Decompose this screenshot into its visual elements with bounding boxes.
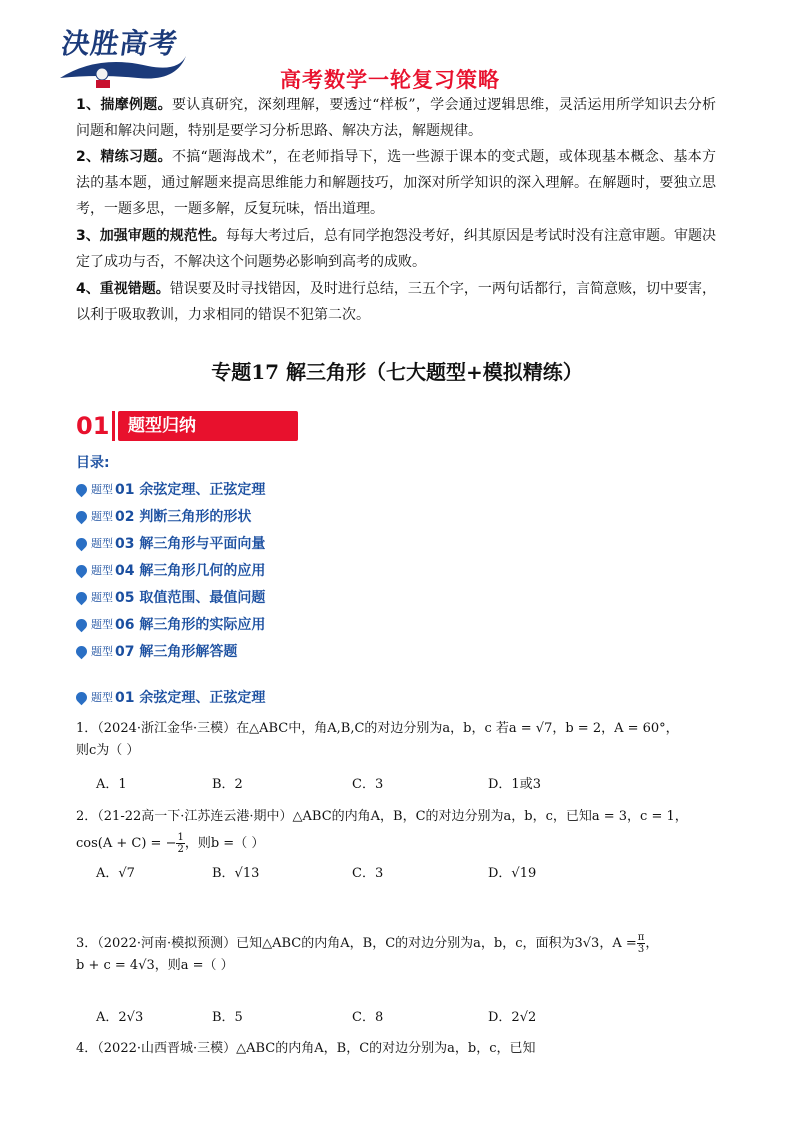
option-a[interactable]: A．√7	[96, 866, 135, 881]
option-d[interactable]: D．1或3	[488, 777, 541, 792]
toc-item[interactable]	[76, 640, 237, 662]
strategy-title: 加强审题的规范性。	[99, 228, 226, 244]
question-text: 则c为（ ）	[76, 743, 140, 758]
logo-swoosh-icon	[58, 48, 188, 92]
fraction-denominator: 3	[637, 944, 645, 955]
option-c[interactable]: C．8	[352, 1010, 384, 1025]
type-tag: 题型	[91, 564, 113, 577]
question-4	[76, 1038, 726, 1060]
question-text: 1．（2024·浙江金华·三模）在△ABC中，角A,B,C的对边分别为a，b，c 若a = √7，b = 2，A = 60°，	[76, 721, 679, 736]
strategy-1	[76, 92, 716, 144]
main-title: 高考数学一轮复习策略	[280, 68, 500, 92]
question-3-options	[96, 1006, 696, 1028]
question-3	[76, 932, 726, 977]
question-text: ，则b =（ ）	[184, 836, 265, 851]
type-tag: 题型	[91, 483, 113, 496]
toc-item-label: 04 解三角形几何的应用	[115, 563, 266, 579]
fraction	[176, 832, 184, 855]
toc-item-label: 02 判断三角形的形状	[115, 509, 252, 525]
toc-item-label: 06 解三角形的实际应用	[115, 617, 266, 633]
strategy-title: 重视错题。	[99, 281, 170, 297]
fraction-denominator: 2	[177, 844, 184, 855]
toc-item[interactable]	[76, 559, 265, 581]
option-a[interactable]: A．2√3	[96, 1010, 144, 1025]
toc-item-label: 01 余弦定理、正弦定理	[115, 482, 266, 498]
type-tag: 题型	[91, 537, 113, 550]
strategy-num: 1、	[76, 97, 101, 113]
question-line-1	[76, 932, 726, 955]
section-label: 题型归纳	[128, 416, 196, 436]
location-pin-icon	[74, 508, 90, 524]
current-type-heading	[76, 686, 265, 708]
option-b[interactable]: B．2	[212, 777, 243, 792]
location-pin-icon	[74, 616, 90, 632]
type-tag: 题型	[91, 691, 113, 704]
toc-item[interactable]	[76, 586, 265, 608]
location-pin-icon	[74, 589, 90, 605]
section-number: 01	[76, 412, 110, 440]
option-a[interactable]: A．1	[96, 777, 127, 792]
option-b[interactable]: B．√13	[212, 866, 260, 881]
toc-item[interactable]	[76, 478, 265, 500]
question-2-options	[96, 862, 696, 884]
option-d[interactable]: D．√19	[488, 866, 537, 881]
toc-item[interactable]	[76, 532, 265, 554]
location-pin-icon	[74, 643, 90, 659]
strategy-2	[76, 144, 716, 222]
type-tag: 题型	[91, 591, 113, 604]
question-1-options	[96, 773, 696, 795]
strategy-title: 精练习题。	[100, 149, 172, 165]
option-b[interactable]: B．5	[212, 1010, 243, 1025]
question-text: ，	[645, 936, 659, 951]
strategy-text: 错误要及时寻找错因，及时进行总结，三五个字，一两句话都行，言简意赅，切中要害，以利于吸取教训，力求相同的错误不犯第二次。	[76, 281, 717, 323]
question-line-2	[76, 832, 726, 855]
location-pin-icon	[74, 562, 90, 578]
type-tag: 题型	[91, 510, 113, 523]
logo-text: 決胜高考	[59, 27, 181, 60]
type-tag: 题型	[91, 618, 113, 631]
strategy-3	[76, 223, 716, 275]
question-text: 3．（2022·河南·模拟预测）已知△ABC的内角A，B，C的对边分别为a，b，c，面积为3√3，A =	[76, 936, 637, 951]
toc-item[interactable]	[76, 613, 265, 635]
option-d[interactable]: D．2√2	[488, 1010, 537, 1025]
strategy-text: 要认真研究，深刻理解，要透过“样板”，学会通过逻辑思维，灵活运用所学知识去分析问题和解决问题，特别是要学习分析思路、解决方法，解题规律。	[76, 97, 717, 139]
type-tag: 题型	[91, 645, 113, 658]
question-text: 4．（2022·山西晋城·三模）△ABC的内角A，B，C的对边分别为a，b，c，已知	[76, 1041, 536, 1056]
toc-item-label: 03 解三角形与平面向量	[115, 536, 266, 552]
option-c[interactable]: C．3	[352, 777, 384, 792]
strategy-4	[76, 276, 716, 328]
toc-title: 目录:	[76, 455, 110, 471]
strategy-num: 2、	[76, 149, 101, 165]
toc-item[interactable]	[76, 505, 251, 527]
option-c[interactable]: C．3	[352, 866, 384, 881]
question-2	[76, 806, 726, 855]
fraction-numerator: 1	[177, 832, 184, 843]
location-pin-icon	[74, 481, 90, 497]
toc-item-label: 05 取值范围、最值问题	[115, 590, 266, 606]
topic-title: 专题17 解三角形（七大题型+模拟精练）	[211, 360, 583, 384]
question-1	[76, 718, 726, 762]
strategy-title: 揣摩例题。	[100, 97, 172, 113]
question-text: b + c = 4√3，则a =（ ）	[76, 958, 234, 973]
question-text: cos(A + C) = −	[76, 836, 177, 851]
question-text: 2．（21-22高一下·江苏连云港·期中）△ABC的内角A，B，C的对边分别为a，b，c，已知a = 3，c = 1，	[76, 809, 688, 824]
strategy-text: 每每大考过后，总有同学抱怨没考好，纠其原因是考试时没有注意审题。审题决定了成功与否，不解决这个问题势必影响到高考的成败。	[76, 228, 717, 270]
brand-logo	[58, 20, 188, 92]
toc-item-label: 07 解三角形解答题	[115, 644, 238, 660]
strategy-num: 3、	[76, 228, 100, 244]
location-pin-icon	[74, 689, 90, 705]
strategy-text: 不搞“题海战术”，在老师指导下，选一些源于课本的变式题，或体现基本概念、基本方法的基本题，通过解题来提高思维能力和解题技巧，加深对所学知识的深入理解。在解题时，要独立思考，一题多思，一题多解，反复玩味，悟出道理。	[76, 149, 717, 217]
strategy-num: 4、	[76, 281, 100, 297]
fraction-numerator: π	[637, 932, 645, 943]
location-pin-icon	[74, 535, 90, 551]
current-type-label: 01 余弦定理、正弦定理	[115, 690, 266, 706]
